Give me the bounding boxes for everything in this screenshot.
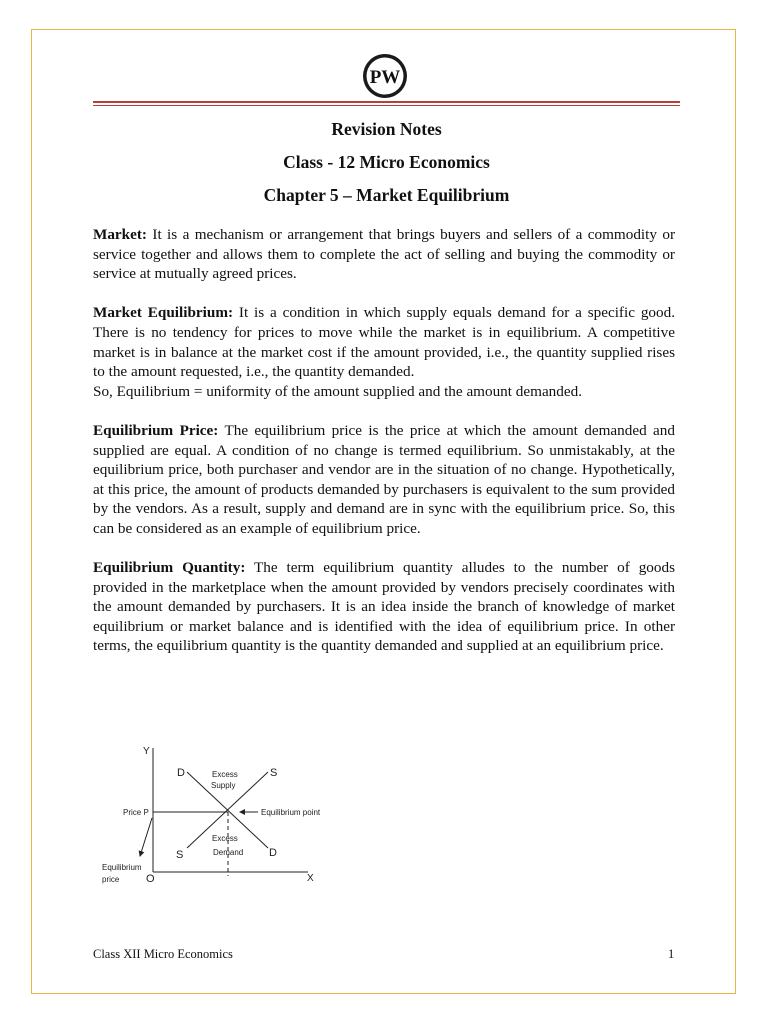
eq-price-label-1: Equilibrium (102, 863, 142, 872)
y-axis-label: Y (143, 746, 150, 757)
supply-bottom-label: S (176, 849, 184, 861)
equilibrium-quantity-term: Equilibrium Quantity: (93, 559, 246, 577)
price-label: Price P (123, 808, 149, 817)
header-rule (93, 101, 680, 103)
header-rule-thin (93, 105, 680, 106)
eq-price-arrow (140, 818, 152, 856)
equilibrium-diagram (90, 740, 340, 890)
equilibrium-so-line: So, Equilibrium = uniformity of the amount supplied and the amount demanded. (93, 382, 583, 400)
equilibrium-quantity-paragraph (93, 558, 675, 656)
market-equilibrium-paragraph (93, 303, 675, 381)
excess-supply-label-1: Excess (212, 770, 238, 779)
market-text: It is a mechanism or arrangement that brings buyers and sellers of a commodity or service together and allows them to complete the act of selling and buying the commodity or service at mutually agreed prices. (93, 226, 675, 283)
demand-bottom-label: D (269, 847, 277, 859)
notes-body (93, 225, 675, 676)
market-term: Market: (93, 226, 147, 243)
doc-title: Revision Notes (331, 119, 442, 139)
market-paragraph (93, 225, 675, 284)
page-number: 1 (668, 947, 675, 961)
chapter-title: Chapter 5 – Market Equilibrium (263, 185, 510, 205)
origin-label: O (146, 873, 155, 885)
demand-top-label: D (177, 767, 185, 779)
equilibrium-price-text: The equilibrium price is the price at which the amount demanded and supplied are equal. A condition of no change is termed equilibrium. So unmistakably, at the equilibrium price, both purchaser and vendor are in the situation of no change. Hypothetically, at this price, the amount of products demanded by purchasers is equivalent to the sum provided by the vendors. As a result, supply and demand are in sync with the equilibrium price. So, this can be considered as an example of equilibrium price. (93, 421, 675, 537)
market-equilibrium-term: Market Equilibrium: (93, 304, 234, 322)
excess-supply-label-2: Supply (211, 781, 236, 790)
equilibrium-price-paragraph (93, 421, 675, 539)
equilibrium-price-term: Equilibrium Price: (93, 421, 219, 439)
x-axis-label: X (307, 873, 314, 884)
pw-logo-icon (362, 53, 408, 99)
equilibrium-quantity-text: The term equilibrium quantity alludes to the number of goods provided in the marketplace when the amount provided by vendors precisely coordinates with the amount demanded by purchasers. It is an idea inside the branch of knowledge of market equilibrium or market balance and is identified with the idea of equilibrium price. In other terms, the equilibrium quantity is the quantity demanded and supplied at an equilibrium price. (93, 559, 675, 655)
market-equilibrium-text: It is a condition in which supply equals demand for a specific good. There is no tendency for prices to move while the market is in equilibrium. A competitive market is in balance at the market cost if the amount provided, i.e., the quantity supplied rises to the amount requested, i.e., the quantity demanded. (93, 304, 675, 381)
supply-top-label: S (270, 767, 278, 779)
doc-subtitle: Class - 12 Micro Economics (283, 152, 490, 172)
footer-course: Class XII Micro Economics (93, 947, 233, 961)
excess-demand-label-1: Excess (212, 834, 238, 843)
logo-letters: PW (369, 67, 401, 88)
eq-price-label-2: price (102, 875, 120, 884)
eq-point-label: Equilibrium point (261, 808, 321, 817)
excess-demand-label-2: Demand (213, 848, 244, 857)
